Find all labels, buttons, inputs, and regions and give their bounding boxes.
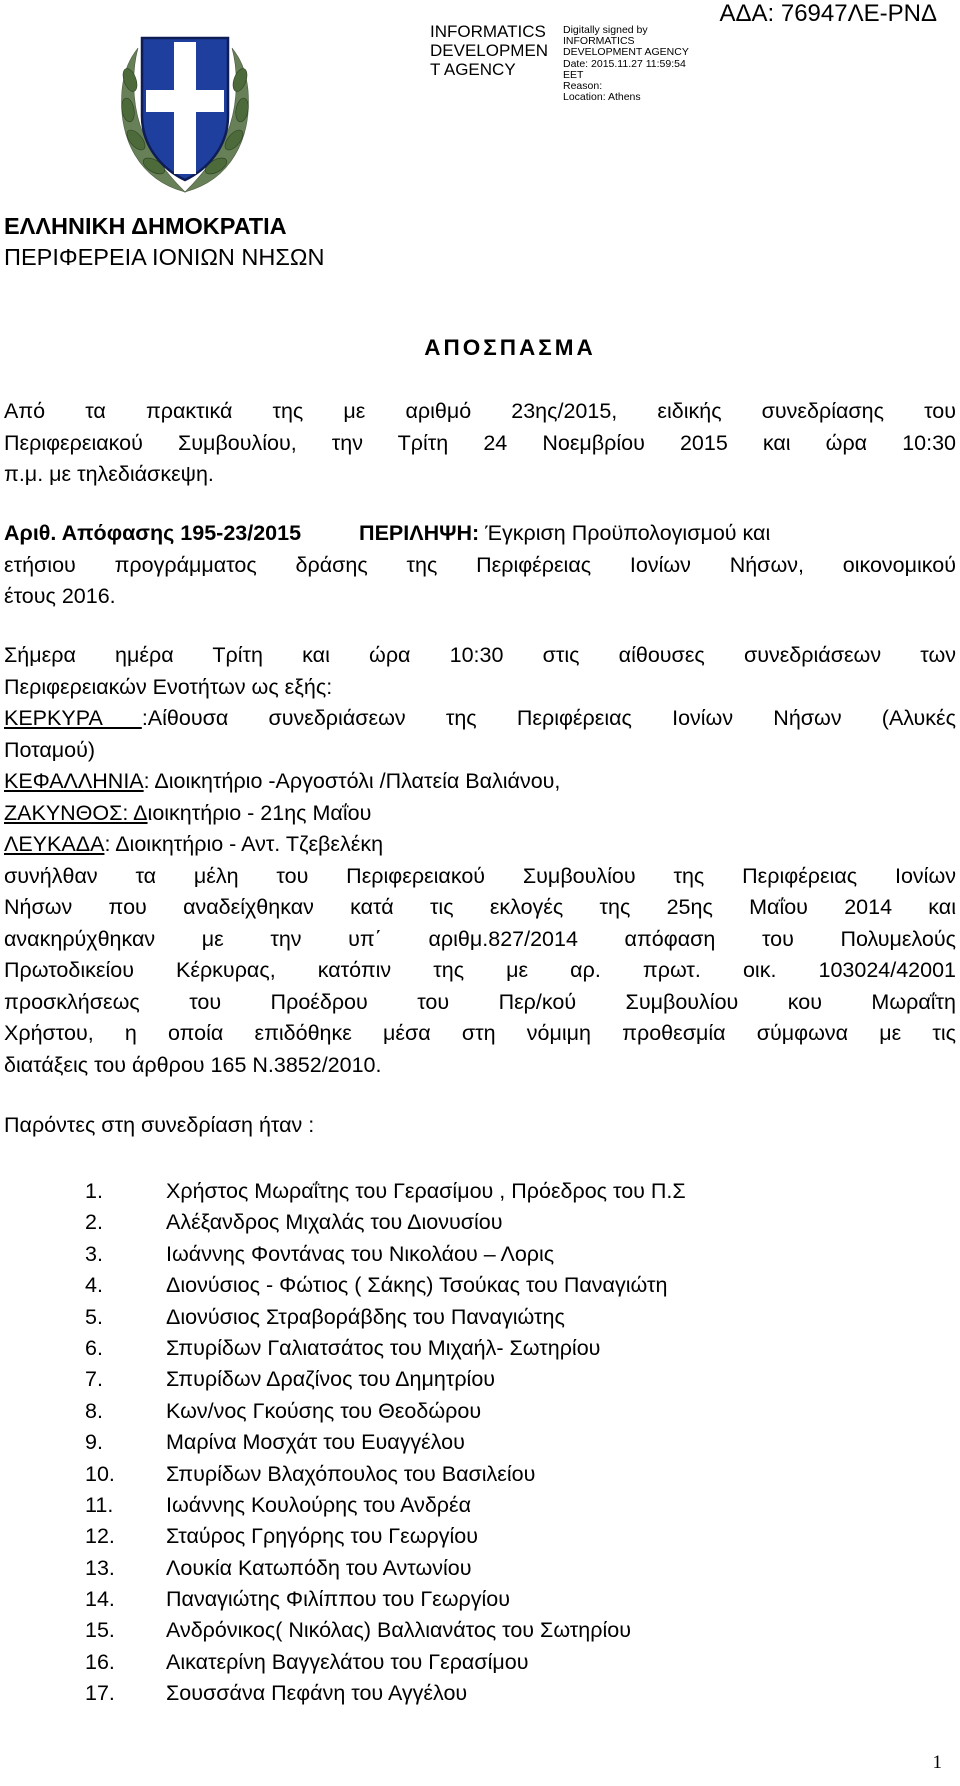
- member-name: Διονύσιος - Φώτιος ( Σάκης) Τσούκας του Παναγιώτη: [166, 1273, 668, 1298]
- member-name: Ιωάννης Κουλούρης του Ανδρέα: [166, 1492, 472, 1517]
- signature-line: Reason:: [563, 80, 603, 93]
- today-line: Σήμερα ημέρα Τρίτη και ώρα 10:30 στις αίθουσες συνεδριάσεων των: [4, 643, 956, 667]
- venue-name: ΚΕΡΚΥΡΑ: [4, 706, 142, 730]
- member-name: Παναγιώτης Φιλίππου του Γεωργίου: [166, 1587, 510, 1612]
- venue-text: : Διοικητήριο -Αργοστόλι /Πλατεία Βαλιάνου,: [143, 769, 561, 793]
- member-name: Ανδρόνικος( Νικόλας) Βαλλιανάτος του Σωτηρίου: [166, 1618, 631, 1643]
- member-number: 1.: [85, 1179, 103, 1203]
- ada-code: ΑΔΑ: 76947ΛΕ-ΡΝΔ: [719, 0, 937, 27]
- member-name: Σουσσάνα Πεφάνη του Αγγέλου: [166, 1681, 468, 1706]
- member-name: Χρήστος Μωραΐτης του Γερασίμου , Πρόεδρος του Π.Σ: [166, 1179, 686, 1203]
- list-item: [0, 1207, 960, 1238]
- member-name: Διονύσιος Στραβοράβδης του Παναγιώτης: [166, 1304, 565, 1329]
- list-item: [0, 1176, 960, 1207]
- meeting-paragraph: [4, 640, 956, 1081]
- digital-signature-details: [563, 25, 703, 103]
- body-line: Πρωτοδικείου Κέρκυρας, κατόπιν της με αρ. πρωτ. οικ. 103024/42001: [4, 958, 956, 982]
- member-number: 12.: [85, 1524, 115, 1549]
- list-item: [0, 1678, 960, 1709]
- list-item: [0, 1615, 960, 1646]
- greek-coat-of-arms-seal: [110, 30, 260, 198]
- venue-name: ΖΑΚΥΝΘΟΣ: Δ: [4, 800, 148, 825]
- member-name: Κων/νος Γκούσης του Θεοδώρου: [166, 1398, 482, 1423]
- list-item: [0, 1427, 960, 1458]
- venue-name: ΛΕΥΚΑΔΑ: [4, 832, 105, 856]
- member-name: Σπυρίδων Βλαχόπουλος του Βασιλείου: [166, 1461, 536, 1486]
- venue-text: : Διοικητήριο - Αντ. Τζεβελέκη: [104, 832, 384, 856]
- venue-line: [4, 703, 956, 735]
- signature-line: Location: Athens: [563, 91, 641, 104]
- venue-line: [4, 798, 956, 830]
- member-number: 7.: [85, 1367, 103, 1392]
- summary-line: έτους 2016.: [4, 584, 116, 608]
- intro-paragraph: [4, 396, 956, 491]
- body-line: συνήλθαν τα μέλη του Περιφερειακού Συμβουλίου της Περιφέρειας Ιονίων: [4, 863, 956, 888]
- member-number: 3.: [85, 1241, 103, 1266]
- member-number: 11.: [85, 1492, 114, 1517]
- list-item: [0, 1490, 960, 1521]
- digital-signer-name: INFORMATICS DEVELOPMEN T AGENCY: [430, 22, 549, 79]
- member-name: Αλέξανδρος Μιχαλάς του Διονυσίου: [166, 1210, 503, 1235]
- list-item: [0, 1364, 960, 1395]
- member-number: 6.: [85, 1335, 103, 1360]
- today-line: Περιφερειακών Ενοτήτων ως εξής:: [4, 674, 333, 699]
- member-name: Σπυρίδων Δραζίνος του Δημητρίου: [166, 1367, 496, 1392]
- body-line: διατάξεις του άρθρου 165 Ν.3852/2010.: [4, 1052, 382, 1077]
- member-name: Αικατερίνη Βαγγελάτου του Γερασίμου: [166, 1649, 529, 1674]
- list-item: [0, 1553, 960, 1584]
- signature-line: INFORMATICS: [563, 35, 635, 48]
- venue-line-cont: Ποταμού): [4, 737, 96, 762]
- member-name: Σπυρίδων Γαλιατσάτος του Μιχαήλ- Σωτηρίου: [166, 1335, 601, 1360]
- intro-line: Περιφερειακού Συμβουλίου, την Τρίτη 24 Νοεμβρίου 2015 και ώρα 10:30: [4, 430, 956, 455]
- venue-line: [4, 766, 956, 798]
- intro-line: Από τα πρακτικά της με αριθμό 23ης/2015, ειδικής συνεδρίασης του: [4, 399, 956, 423]
- signature-line: Digitally signed by: [563, 24, 648, 36]
- members-list: [0, 1176, 960, 1710]
- venue-text: :Αίθουσα συνεδριάσεων της Περιφέρειας Ιονίων Νήσων (Αλυκές: [141, 706, 956, 730]
- list-item: [0, 1239, 960, 1270]
- member-number: 14.: [85, 1587, 115, 1612]
- body-line: Νήσων που αναδείχθηκαν κατά τις εκλογές της 25ης Μαΐου 2014 και: [4, 895, 956, 919]
- member-name: Μαρίνα Μοσχάτ του Ευαγγέλου: [166, 1430, 465, 1455]
- member-number: 15.: [85, 1618, 115, 1643]
- member-name: Λουκία Κατωπόδη του Αντωνίου: [166, 1555, 472, 1580]
- list-item: [0, 1521, 960, 1552]
- body-line: Χρήστου, η οποία επιδόθηκε μέσα στη νόμιμη προθεσμία σύμφωνα με τις: [4, 1021, 956, 1045]
- hellenic-republic-heading: ΕΛΛΗΝΙΚΗ ΔΗΜΟΚΡΑΤΙΑ: [4, 213, 287, 239]
- body-line: ανακηρύχθηκαν με την υπ΄ αριθμ.827/2014 απόφαση του Πολυμελούς: [4, 926, 956, 951]
- summary-line: ετήσιου προγράμματος δράσης της Περιφέρειας Ιονίων Νήσων, οικονομικού: [4, 552, 956, 577]
- present-label: Παρόντες στη συνεδρίαση ήταν :: [4, 1113, 315, 1137]
- member-number: 10.: [85, 1461, 115, 1486]
- decision-summary-first-line: [4, 518, 956, 550]
- summary-label: ΠΕΡΙΛΗΨΗ:: [359, 521, 480, 545]
- member-number: 4.: [85, 1273, 103, 1298]
- list-item: [0, 1396, 960, 1427]
- document-title: ΑΠΟΣΠΑΣΜΑ: [424, 335, 596, 360]
- signature-line: EET: [563, 68, 584, 81]
- region-heading: ΠΕΡΙΦΕΡΕΙΑ ΙΟΝΙΩΝ ΝΗΣΩΝ: [4, 244, 325, 270]
- page-number: 1: [932, 1752, 942, 1773]
- list-item: [0, 1270, 960, 1301]
- list-item: [0, 1459, 960, 1490]
- list-item: [0, 1584, 960, 1615]
- member-number: 17.: [85, 1681, 115, 1706]
- list-item: [0, 1302, 960, 1333]
- summary-text: Έγκριση Προϋπολογισμού και: [485, 521, 771, 545]
- venue-text: ιοικητήριο - 21ης Μαΐου: [147, 800, 372, 825]
- member-number: 5.: [85, 1304, 103, 1329]
- member-number: 2.: [85, 1210, 103, 1235]
- member-number: 9.: [85, 1430, 103, 1455]
- intro-line: π.μ. με τηλεδιάσκεψη.: [4, 462, 214, 486]
- signature-line: Date: 2015.11.27 11:59:54: [563, 57, 686, 70]
- venue-name: ΚΕΦΑΛΛΗΝΙΑ: [4, 769, 144, 793]
- venue-line: [4, 829, 956, 861]
- member-name: Σταύρος Γρηγόρης του Γεωργίου: [166, 1524, 478, 1549]
- member-number: 13.: [85, 1555, 115, 1580]
- list-item: [0, 1333, 960, 1364]
- member-number: 8.: [85, 1398, 103, 1423]
- list-item: [0, 1647, 960, 1678]
- signature-line: DEVELOPMENT AGENCY: [563, 46, 689, 59]
- decision-summary: [4, 518, 956, 613]
- decision-number: Αριθ. Απόφασης 195-23/2015: [4, 521, 302, 545]
- member-number: 16.: [85, 1649, 115, 1674]
- member-name: Ιωάννης Φοντάνας του Νικολάου – Λορις: [166, 1241, 555, 1266]
- body-line: προσκλήσεως του Προέδρου του Περ/κού Συμβουλίου κου Μωραΐτη: [4, 989, 956, 1014]
